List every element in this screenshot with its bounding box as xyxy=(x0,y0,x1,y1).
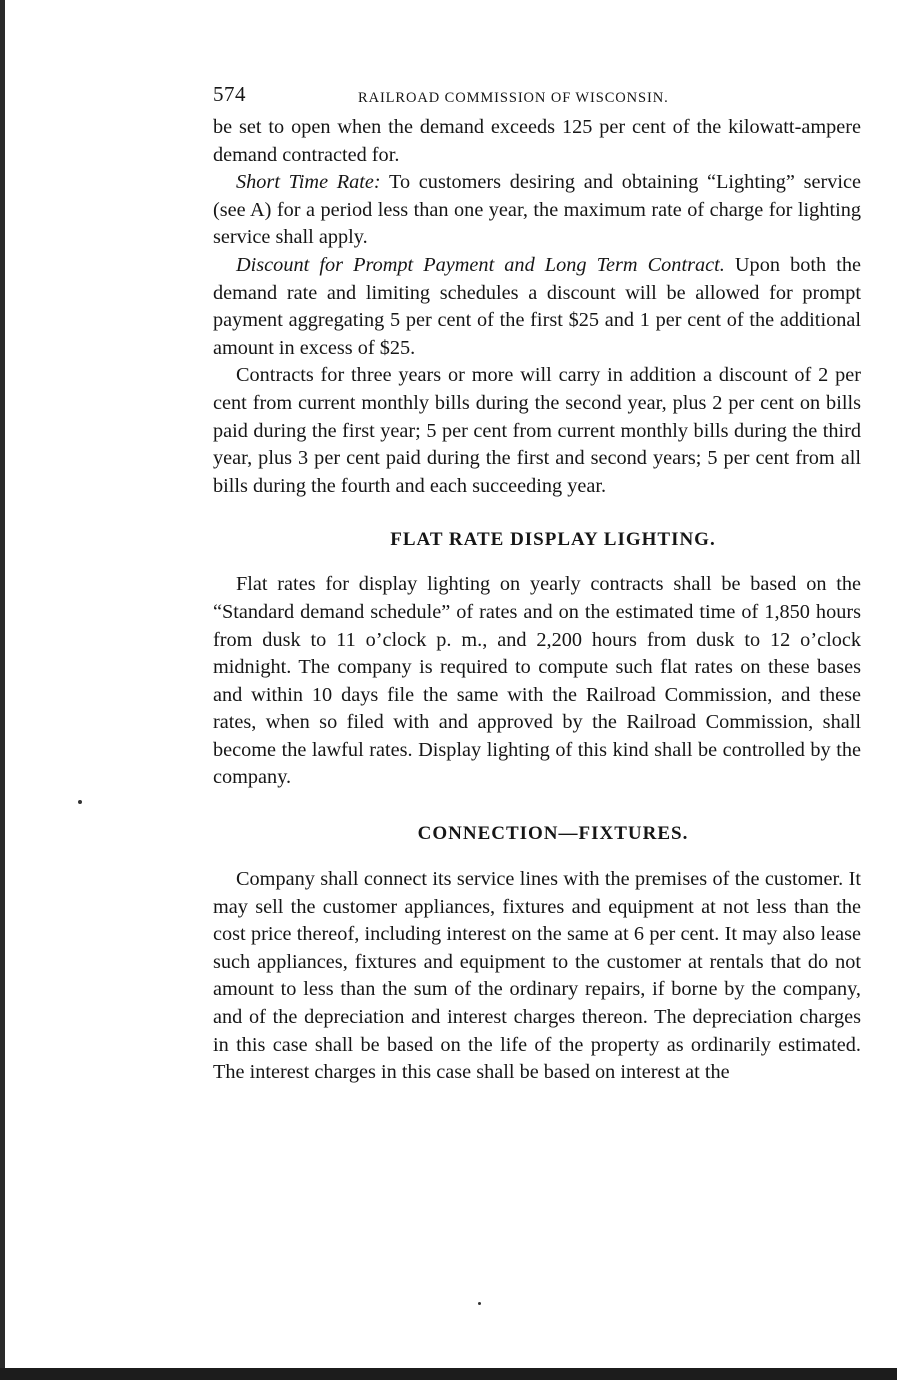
paragraph-contracts: Contracts for three years or more will carry in addition a discount of 2 per cent from current monthly bills during the second year, plus 2 per cent on bills paid during the first year; 5 per cent from current monthly bills during the third year, plus 3 per cent paid during the first and second years; 5 per cent from all bills during the fourth and each succeeding year. xyxy=(213,364,861,497)
paragraph-discount xyxy=(213,252,861,362)
scan-speck xyxy=(478,1302,481,1305)
discount-lead-in: Discount for Prompt Payment and Long Term Contract. xyxy=(236,253,725,276)
running-header xyxy=(213,80,861,114)
running-title: RAILROAD COMMISSION OF WISCONSIN. xyxy=(358,90,669,106)
page-number: 574 xyxy=(213,82,246,106)
section-heading-connection: CONNECTION—FIXTURES. xyxy=(417,823,689,845)
scan-speck xyxy=(78,800,82,804)
paragraph-connection: Company shall connect its service lines with the premises of the customer. It may sell the customer appliances, fixtures and equipment at not less than the cost price thereof, including interest on the same at 6 per cent. It may also lease such appliances, fixtures and equipment to the customer at rentals that do not amount to less than the sum of the ordinary repairs, if borne by the company, and of the depreciation and interest charges thereon. The depreciation charges in this case shall be based on the life of the property as ordinarily estimated. The interest charges in this case shall be based on interest at the xyxy=(213,868,861,1084)
section-heading-flat-rate: FLAT RATE DISPLAY LIGHTING. xyxy=(390,529,716,551)
short-time-rate-lead-in: Short Time Rate: xyxy=(236,171,381,194)
book-page xyxy=(213,80,861,1087)
paragraph-continuation: be set to open when the demand exceeds 125 per cent of the kilowatt-ampere demand contracted for. xyxy=(213,116,861,166)
discount-text: Upon both the demand rate and limiting schedules a discount will be allowed for prompt payment aggregating 5 per cent of the first $25 and 1 per cent of the additional amount in excess of $25. xyxy=(213,253,861,359)
scan-left-edge xyxy=(0,0,5,1380)
paragraph-flat-rates: Flat rates for display lighting on yearly contracts shall be based on the “Standard demand schedule” of rates and on the estimated time of 1,850 hours from dusk to 11 o’clock p. m., and 2,200 hours from dusk to 12 o’clock midnight. The company is required to compute such flat rates on these bases and within 10 days file the same with the Railroad Commission, and these rates, when so filed with and approved by the Railroad Commission, shall become the lawful rates. Display lighting of this kind shall be controlled by the company. xyxy=(213,573,861,789)
short-time-rate-text: To customers desiring and obtaining “Lighting” service (see A) for a period less than one year, the maximum rate of charge for lighting service shall apply. xyxy=(213,171,861,249)
scan-bottom-edge xyxy=(0,1368,897,1380)
paragraph-short-time-rate xyxy=(213,169,861,252)
